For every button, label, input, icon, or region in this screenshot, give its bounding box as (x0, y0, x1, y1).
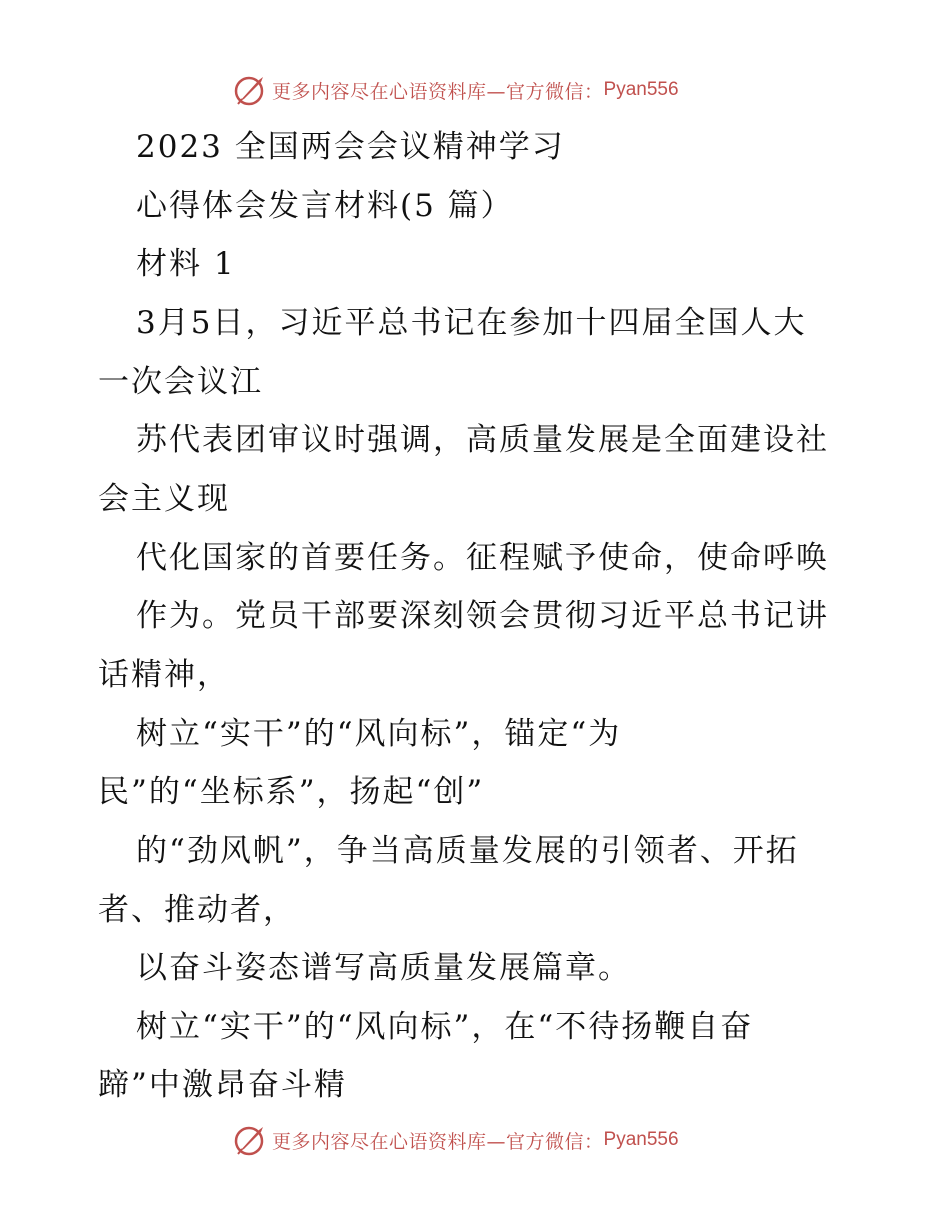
doc-text-line: 者、推动者， (98, 892, 296, 928)
watermark-text: 更多内容尽在心语资料库—官方微信： (272, 80, 604, 103)
doc-text-line: 代化国家的首要任务。征程赋予使命，使命呼唤 (136, 540, 829, 576)
doc-text-line: 的“劲风帆”，争当高质量发展的引领者、开拓 (136, 833, 799, 869)
doc-text-line: 树立“实干”的“风向标”，锚定“为 (136, 716, 622, 752)
doc-title-line-2: 心得体会发言材料(5 篇） (136, 188, 514, 224)
doc-text-line: 苏代表团审议时强调，高质量发展是全面建设社 (136, 422, 829, 458)
footer-watermark (232, 1122, 679, 1158)
doc-text-line: 3月5日，习近平总书记在参加十四届全国人大 (136, 305, 807, 341)
doc-text-line: 以奋斗姿态谱写高质量发展篇章。 (136, 950, 631, 986)
doc-title-line-1: 2023 全国两会会议精神学习 (136, 129, 565, 165)
watermark-wechat-id: Pyan556 (603, 1129, 679, 1150)
doc-text-line: 会主义现 (98, 481, 230, 517)
doc-text-line: 民”的“坐标系”，扬起“创” (98, 774, 485, 810)
doc-text-line: 话精神， (98, 657, 230, 693)
header-watermark (232, 72, 679, 108)
doc-text-line: 一次会议江 (98, 364, 263, 400)
watermark-wechat-id: Pyan556 (603, 79, 679, 100)
watermark-text: 更多内容尽在心语资料库—官方微信： (272, 1130, 604, 1153)
doc-text-line: 作为。党员干部要深刻领会贯彻习近平总书记讲 (136, 598, 829, 634)
quill-logo-icon (232, 72, 268, 108)
doc-section-heading: 材料 1 (136, 246, 236, 282)
doc-text-line: 树立“实干”的“风向标”，在“不待扬鞭自奋 (136, 1009, 754, 1045)
quill-logo-icon (232, 1122, 268, 1158)
doc-text-line: 蹄”中激昂奋斗精 (98, 1067, 347, 1103)
